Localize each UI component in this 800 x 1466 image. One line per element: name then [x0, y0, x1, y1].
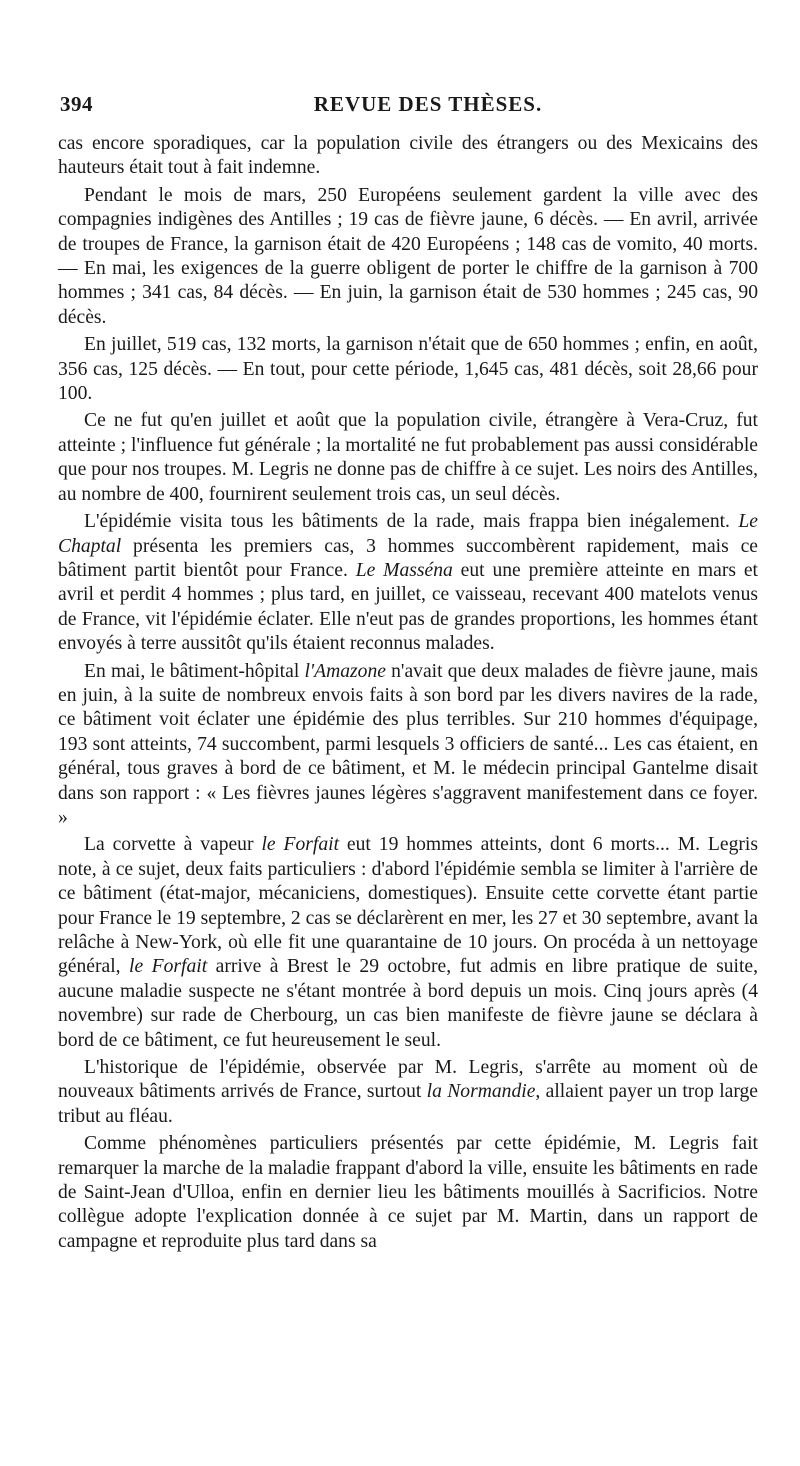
paragraph — [58, 1132, 758, 1254]
text-run: arrive à Brest le 29 octobre, fut admis en libre pratique de suite, aucune maladie suspecte ne s'étant montrée à bord depuis un mois. Cinq jours après (4 novembre) sur rade de Cherbourg, un cas bien manifeste de fièvre jaune se déclara à bord de ce bâtiment, ce fut heureusement le seul. — [58, 956, 759, 1051]
text-run: eut une première atteinte en mars et avril et perdit 4 hommes ; plus tard, en juillet, ce vaisseau, recevant 400 matelots venus de France, vit l'épidémie éclater. Elle n'eut pas de grandes proportions, les hommes étant envoyés à terre aussitôt qu'ils étaient reconnus malades. — [58, 559, 758, 655]
text-run: L'historique de l'épidémie, observée par M. Legris, s'arrête au moment où de nouveaux bâtiments arrivés de France, surtout — [58, 1057, 758, 1103]
paragraph — [58, 132, 758, 181]
text-run: L'épidémie visita tous les bâtiments de la rade, mais frappa bien inégalement. — [84, 511, 739, 533]
text-run: En juillet, 519 cas, 132 morts, la garnison n'était que de 650 hommes ; enfin, en août, 356 cas, 125 décès. — En tout, pour cette période, 1,645 cas, 481 décès, soit 28,66 pour 100. — [58, 334, 758, 405]
running-title: REVUE DES THÈSES. — [313, 92, 543, 116]
paragraph — [58, 510, 758, 656]
paragraph — [58, 660, 758, 831]
text-run: Pendant le mois de mars, 250 Européens seulement gardent la ville avec des compagnies indigènes des Antilles ; 19 cas de fièvre jaune, 6 décès. — En avril, arrivée de troupes de France, la garnison était de 420 Européens ; 148 cas de vomito, 40 morts. — En mai, les exigences de la guerre obligent de porter le chiffre de la garnison à 700 hommes ; 341 cas, 84 décès. — En juin, la garnison était de 530 hommes ; 245 cas, 90 décès. — [58, 184, 758, 328]
text-run: En mai, le bâtiment-hôpital — [84, 660, 305, 682]
text-run: présenta les premiers cas, 3 hommes succombèrent rapidement, mais ce bâtiment partit bientôt pour France. — [58, 535, 758, 581]
text-run: n'avait que deux malades de fièvre jaune, mais en juin, à la suite de nombreux envois faits à son bord par les divers navires de la rade, ce bâtiment voit éclater une épidémie des plus terribles. Sur 210 hommes d'équipage, 193 sont atteints, 74 succombent, parmi lesquels 3 officiers de santé... Les cas étaient, en général, tous graves à bord de ce bâtiment, et M. le médecin principal Gantelme disait dans son rapport : « Les fièvres jaunes légères s'aggravent manifestement dans ce foyer. » — [58, 660, 758, 828]
text-run: La corvette à vapeur — [84, 834, 262, 856]
text-run: Comme phénomènes particuliers présentés par cette épidémie, M. Legris fait remarquer la marche de la maladie frappant d'abord la ville, ensuite les bâtiments en rade de Saint-Jean d'Ulloa, enfin en dernier lieu les bâtiments mouillés à Sacrificios. Notre collègue adopte l'explication donnée à ce sujet par M. Martin, dans un rapport de campagne et reproduite plus tard dans sa — [58, 1133, 758, 1252]
ship-name: le Forfait — [129, 956, 208, 978]
paragraph — [58, 409, 758, 507]
ship-name: Le Chaptal — [58, 511, 758, 557]
ship-name: la Normandie — [426, 1081, 536, 1103]
body-text — [58, 132, 758, 1254]
paragraph — [58, 1056, 758, 1129]
page-header — [58, 92, 758, 126]
ship-name: l'Amazone — [304, 660, 386, 682]
text-run: eut 19 hommes atteints, dont 6 morts... M. Legris note, à ce sujet, deux faits particuliers : d'abord l'épidémie sembla se limiter à l'arrière de ce bâtiment (état-major, mécaniciens, domestiques). Ensuite cette corvette étant partie pour France le 19 septembre, 2 cas se déclarèrent en mer, les 27 et 30 septembre, avant la relâche à New-York, où elle fit une quarantaine de 10 jours. On procéda à un nettoyage général, — [58, 834, 758, 978]
paragraph — [58, 333, 758, 406]
text-run: , allaient payer un trop large tribut au fléau. — [58, 1081, 759, 1127]
text-run: cas encore sporadiques, car la population civile des étrangers ou des Mexicains des hauteurs était tout à fait indemne. — [58, 133, 758, 179]
ship-name: le Forfait — [261, 834, 340, 856]
page-number: 394 — [60, 92, 93, 116]
paragraph — [58, 184, 758, 330]
ship-name: Le Masséna — [355, 559, 453, 581]
paragraph — [58, 833, 758, 1053]
text-run: Ce ne fut qu'en juillet et août que la population civile, étrangère à Vera-Cruz, fut atteinte ; l'influence fut générale ; la mortalité ne fut probablement pas aussi considérable que pour nos troupes. M. Legris ne donne pas de chiffre à ce sujet. Les noirs des Antilles, au nombre de 400, fournirent seulement trois cas, un seul décès. — [58, 410, 758, 505]
